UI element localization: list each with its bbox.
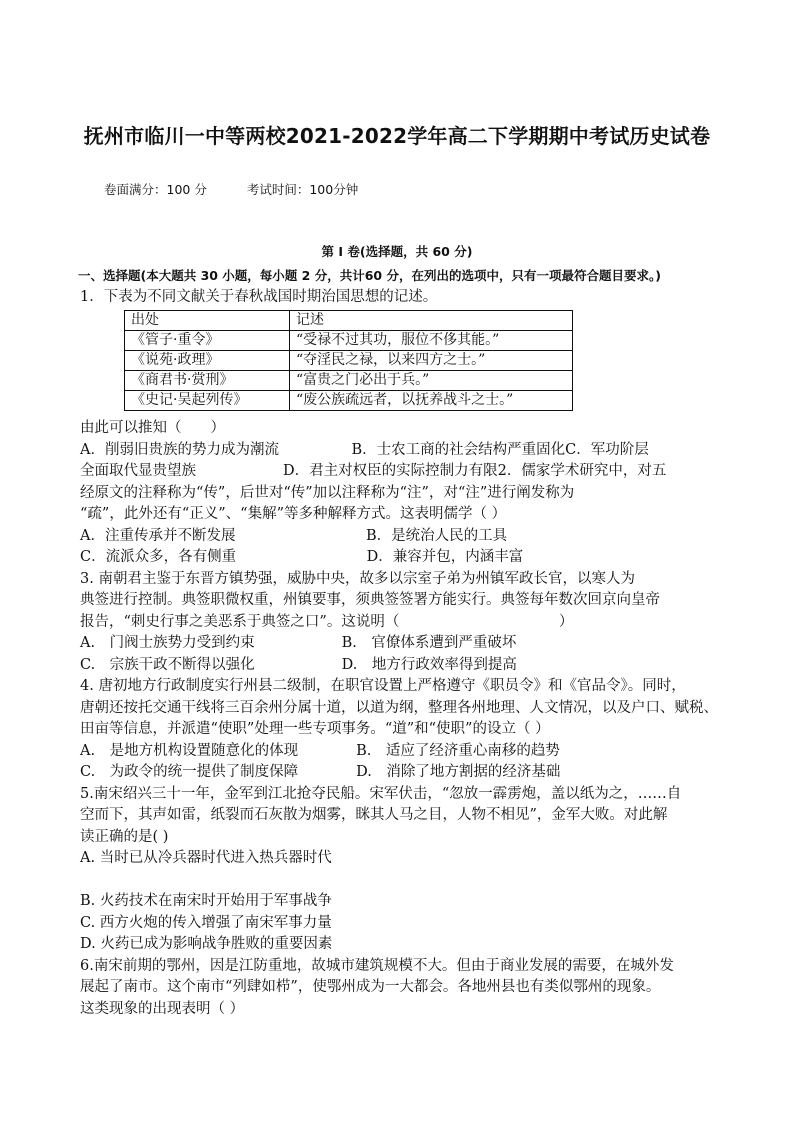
table-cell: “废公族疏远者，以抚养战斗之士。” <box>290 391 573 411</box>
text-line: 4. 唐初地方行政制度实行州县二级制，在职官设置上严格遵守《职员令》和《官品令》。同时， <box>80 678 686 694</box>
question-1-stem: 1．下表为不同文献关于春秋战国时期治国思想的记述。 <box>80 289 438 305</box>
text-line: A. 当时已从冷兵器时代进入热兵器时代 <box>80 850 332 866</box>
table-row <box>125 371 573 391</box>
table-header-row <box>125 311 573 331</box>
text-line: 典签进行控制。典签职微权重，州镇要事，须典签签署方能实行。典签每年数次回京向皇帝 <box>80 592 660 608</box>
table-cell: 《史记·吴起列传》 <box>125 391 290 411</box>
table-cell: 《管子·重令》 <box>125 331 290 351</box>
text-line: C. 宗族干政不断得以强化 D. 地方行政效率得到提高 <box>80 657 517 673</box>
text-line: 5.南宋绍兴三十一年，金军到江北抢夺民船。宋军伏击，“忽放一霹雳炮，盖以纸为之，……自 <box>80 786 682 802</box>
text-line: D. 火药已成为影响战争胜败的重要因素 <box>80 936 333 952</box>
text-line: 唐朝还按托交通干线将三百余州分属十道，以道为纲，整理各州地理、人文情况，以及户口、赋税、 <box>80 700 718 716</box>
table-header-record: 记述 <box>290 311 573 331</box>
table-cell: “受禄不过其功，服位不侈其能。” <box>290 331 573 351</box>
text-line: A. 门阀士族势力受到约束 B. 官僚体系遭到严重破坏 <box>80 635 517 651</box>
table-cell: 《说苑·政理》 <box>125 351 290 371</box>
table-row <box>125 391 573 411</box>
text-line: 3. 南朝君主鉴于东晋方镇势强，威胁中央，故多以宗室子弟为州镇军政长官，以寒人为 <box>80 571 635 587</box>
text-line: 6.南宋前期的鄂州，因是江防重地，故城市建筑规模不大。但由于商业发展的需要，在城外发 <box>80 958 674 974</box>
text-line: 展起了南市。这个南市“列肆如栉”，使鄂州成为一大都会。各地州县也有类似鄂州的现象。 <box>80 979 661 995</box>
table-cell: 《商君书·赏刑》 <box>125 371 290 391</box>
text-line: A．注重传承并不断发展 B．是统治人民的工具 <box>80 528 508 544</box>
section-instruction: 一、选择题(本大题共 30 小题，每小题 2 分，共计60 分，在列出的选项中，只有一项最符合题目要求。) <box>78 268 661 283</box>
table-row <box>125 331 573 351</box>
exam-meta <box>104 180 358 198</box>
table-cell: “夺淫民之禄，以来四方之士。” <box>290 351 573 371</box>
text-line: C. 西方火炮的传入增强了南宋军事力量 <box>80 915 332 931</box>
section-title: 第 I 卷(选择题，共 60 分) <box>321 244 473 259</box>
question-1-ask: 由此可以推知（ ） <box>80 420 225 436</box>
text-line: 空而下，其声如雷，纸裂而石灰散为烟雾，眯其人马之目，人物不相见”，金军大败。对此解 <box>80 807 668 823</box>
text-line: C. 为政令的统一提供了制度保障 D. 消除了地方割据的经济基础 <box>80 764 561 780</box>
text-line: 全面取代显贵望族 D．君主对权臣的实际控制力有限2．儒家学术研究中，对五 <box>80 463 667 479</box>
text-line: C．流派众多，各有侧重 D．兼容并包，内涵丰富 <box>80 549 524 565</box>
text-line: “疏”，此外还有“正义”、“集解”等多种解释方式。这表明儒学（ ） <box>80 506 507 522</box>
table-header-source: 出处 <box>125 311 290 331</box>
text-line: 报告，“刺史行事之美恶系于典签之口”。这说明（ ） <box>80 614 574 630</box>
text-line: 这类现象的出现表明（ ） <box>80 1001 245 1017</box>
table-row <box>125 351 573 371</box>
exam-time: 考试时间：100分钟 <box>246 182 359 197</box>
full-score: 卷面满分：100 分 <box>104 182 207 197</box>
source-table <box>124 310 573 411</box>
text-line: 田亩等信息，并派遣“使职”处理一些专项事务。“道”和“使职”的设立（ ） <box>80 721 550 737</box>
text-line: 读正确的是( ) <box>80 829 169 845</box>
table-cell: “富贵之门必出于兵。” <box>290 371 573 391</box>
text-line: 经原文的注释称为“传”，后世对“传”加以注释称为“注”，对“注”进行阐发称为 <box>80 485 575 501</box>
text-line: A. 是地方机构设置随意化的体现 B. 适应了经济重心南移的趋势 <box>80 743 560 759</box>
text-line: B. 火药技术在南宋时开始用于军事战争 <box>80 893 332 909</box>
exam-title: 抚州市临川一中等两校2021-2022学年高二下学期期中考试历史试卷 <box>83 124 711 148</box>
text-line: A．削弱旧贵族的势力成为潮流 B．士农工商的社会结构严重固化C．军功阶层 <box>80 442 649 458</box>
